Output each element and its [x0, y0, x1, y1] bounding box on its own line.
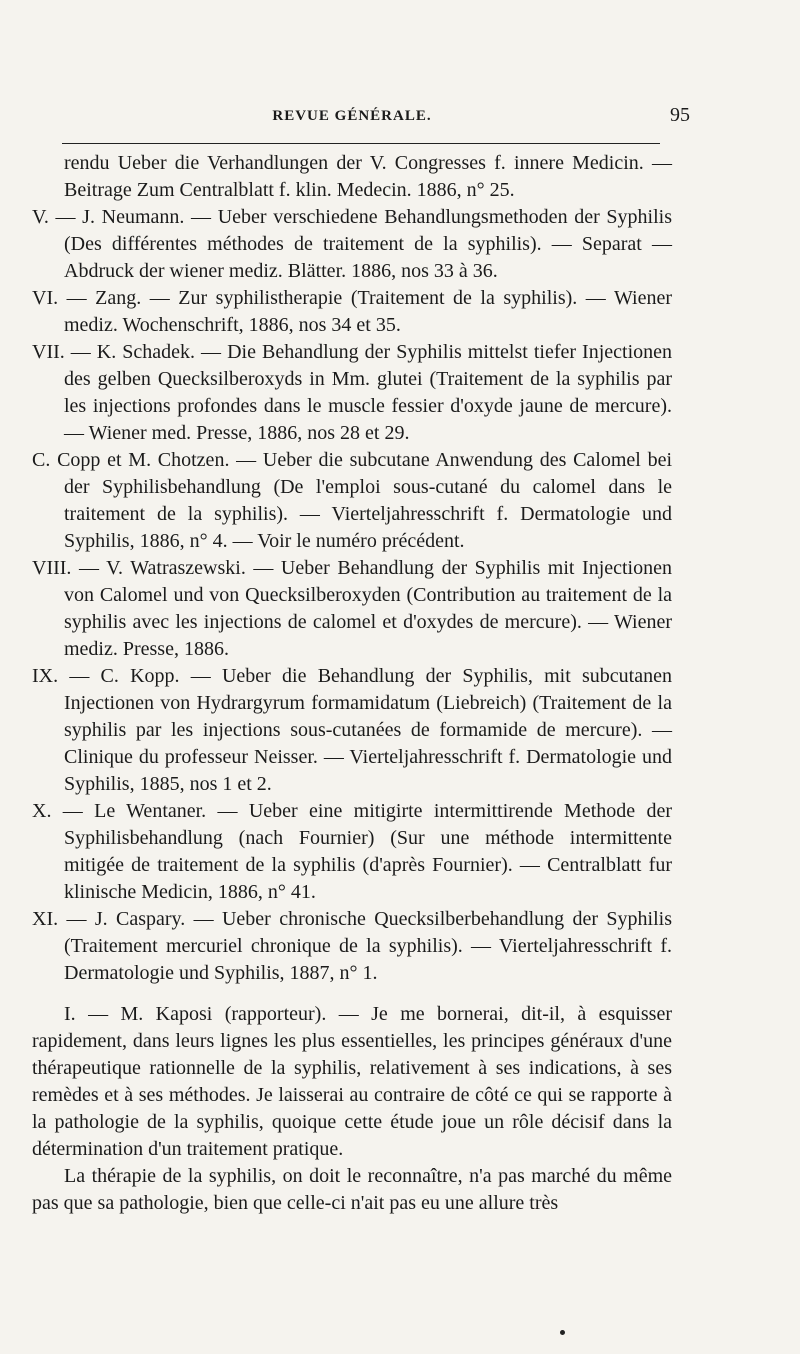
bibliography-entry: C. Copp et M. Chotzen. — Ueber die subcutane Anwendung des Calomel bei der Syphilisbehandlung (De l'emploi sous-cutané du calomel dans le traitement de la syphilis). — Vierteljahresschrift f. Dermatologie und Syphilis, 1886, n° 4. — Voir le numéro précédent.: [32, 449, 672, 552]
bibliography-entry: VII. — K. Schadek. — Die Behandlung der Syphilis mittelst tiefer Injectionen des gelben Quecksilberoxyds in Mm. glutei (Traitement de la syphilis par les injections profondes dans le muscle fessier d'oxyde jaune de mercure). — Wiener med. Presse, 1886, nos 28 et 29.: [32, 341, 672, 444]
page-content: [32, 150, 672, 1217]
body-paragraph: I. — M. Kaposi (rapporteur). — Je me bornerai, dit-il, à esquisser rapidement, dans leurs lignes les plus essentielles, les principes généraux d'une thérapeutique rationnelle de la syphilis, relativement à ses indications, à ses remèdes et à ses méthodes. Je laisserai au contraire de côté ce qui se rapporte à la pathologie de la syphilis, quoique cette étude joue un rôle décisif dans la détermination d'un traitement pratique.: [32, 1003, 672, 1160]
running-title: REVUE GÉNÉRALE.: [272, 108, 432, 124]
bibliography-entry: IX. — C. Kopp. — Ueber die Behandlung der Syphilis, mit subcutanen Injectionen von Hydrargyrum formamidatum (Liebreich) (Traitement de la syphilis par les injections sous-cutanées de formamide de mercure). — Clinique du professeur Neisser. — Vierteljahresschrift f. Dermatologie und Syphilis, 1885, nos 1 et 2.: [32, 665, 672, 795]
body-text: [32, 1001, 672, 1217]
body-paragraph: La thérapie de la syphilis, on doit le reconnaître, n'a pas marché du même pas que sa pathologie, bien que celle-ci n'ait pas eu une allure très: [32, 1165, 672, 1214]
bibliography-entry: V. — J. Neumann. — Ueber verschiedene Behandlungsmethoden der Syphilis (Des différentes méthodes de traitement de la syphilis). — Separat — Abdruck der wiener mediz. Blätter. 1886, nos 33 à 36.: [32, 206, 672, 282]
header-rule: [62, 143, 660, 144]
bibliography-entry: X. — Le Wentaner. — Ueber eine mitigirte intermittirende Methode der Syphilisbehandlung (nach Fournier) (Sur une méthode intermittente mitigée de traitement de la syphilis (d'après Fournier). — Centralblatt fur klinische Medicin, 1886, n° 41.: [32, 800, 672, 903]
bibliography-entry: VIII. — V. Watraszewski. — Ueber Behandlung der Syphilis mit Injectionen von Calomel und von Quecksilberoxyden (Contribution au traitement de la syphilis avec les injections de calomel et d'oxydes de mercure). — Wiener mediz. Presse, 1886.: [32, 557, 672, 660]
bibliography-entry: VI. — Zang. — Zur syphilistherapie (Traitement de la syphilis). — Wiener mediz. Wochenschrift, 1886, nos 34 et 35.: [32, 287, 672, 336]
page-number: 95: [670, 104, 690, 126]
bibliography-list: [32, 150, 672, 987]
bibliography-entry: XI. — J. Caspary. — Ueber chronische Quecksilberbehandlung der Syphilis (Traitement mercuriel chronique de la syphilis). — Vierteljahresschrift f. Dermatologie und Syphilis, 1887, n° 1.: [32, 908, 672, 984]
print-mark: [560, 1330, 565, 1335]
bibliography-entry: rendu Ueber die Verhandlungen der V. Congresses f. innere Medicin. — Beitrage Zum Centralblatt f. klin. Medecin. 1886, n° 25.: [64, 152, 672, 201]
running-head: [32, 104, 690, 136]
